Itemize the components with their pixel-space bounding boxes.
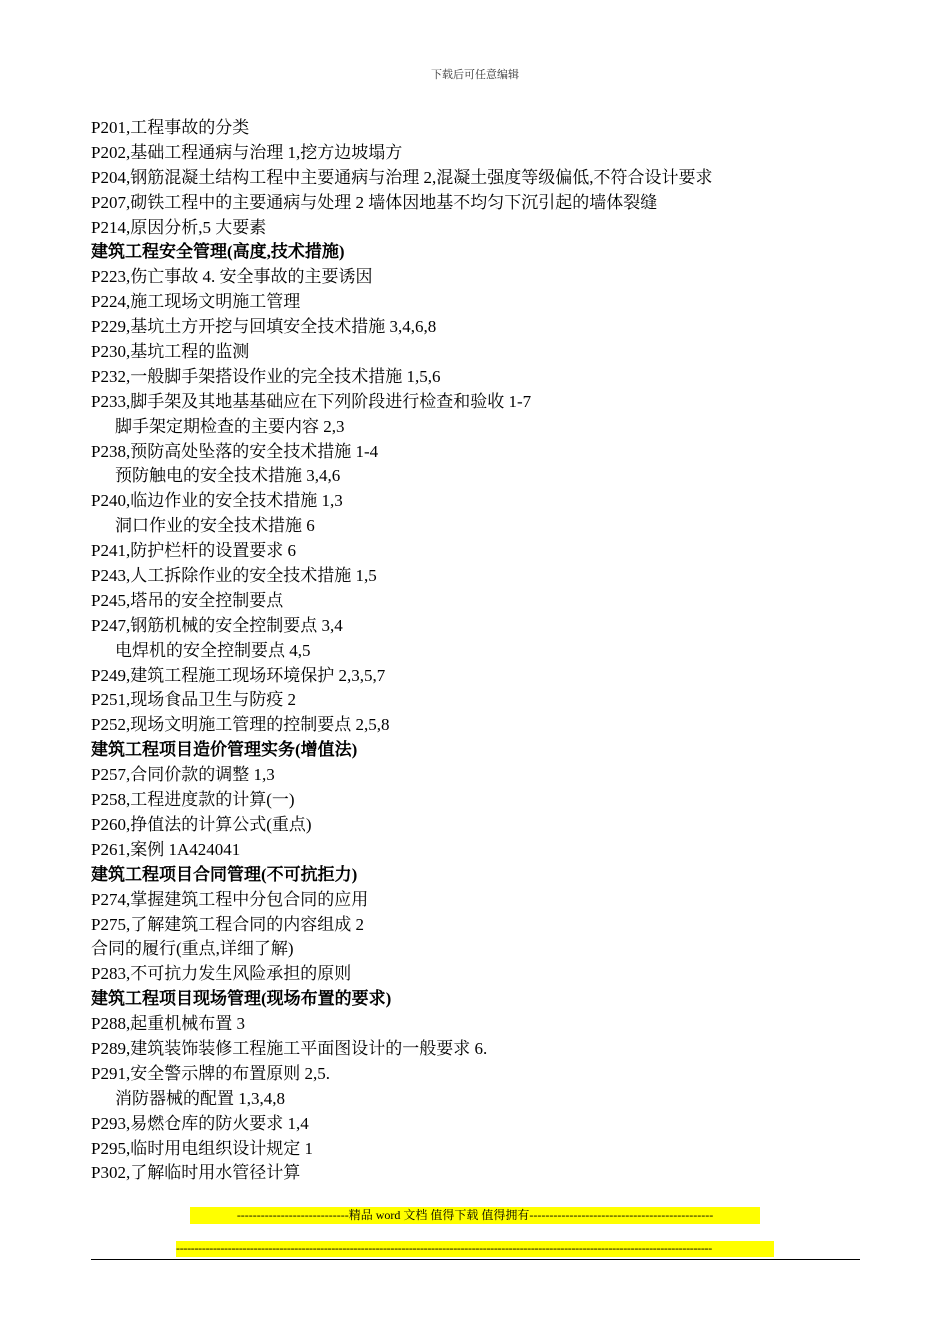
page-header: 下载后可任意编辑 — [431, 69, 519, 81]
text-line: P223,伤亡事故 4. 安全事故的主要诱因 — [91, 267, 373, 287]
text-line: 消防器械的配置 1,3,4,8 — [115, 1088, 285, 1108]
footer-rule — [91, 1259, 860, 1260]
text-line: P224,施工现场文明施工管理 — [91, 292, 301, 312]
text-line: P241,防护栏杆的设置要求 6 — [91, 541, 296, 561]
document-body — [91, 116, 871, 1186]
text-line: 合同的履行(重点,详细了解) — [91, 939, 294, 959]
text-line: P202,基础工程通病与治理 1,挖方边坡塌方 — [91, 142, 403, 162]
text-line: P295,临时用电组织设计规定 1 — [91, 1138, 313, 1158]
text-line: P274,掌握建筑工程中分包合同的应用 — [91, 889, 369, 909]
section-heading: 建筑工程项目现场管理(现场布置的要求) — [91, 989, 392, 1009]
text-line: P207,砌铁工程中的主要通病与处理 2 墙体因地基不均匀下沉引起的墙体裂缝 — [91, 192, 658, 212]
text-line: P302,了解临时用水管径计算 — [91, 1163, 301, 1183]
text-line: P214,原因分析,5 大要素 — [91, 217, 267, 237]
text-line: P260,挣值法的计算公式(重点) — [91, 814, 312, 834]
text-line: 脚手架定期检查的主要内容 2,3 — [115, 416, 345, 436]
text-line: P240,临边作业的安全技术措施 1,3 — [91, 491, 343, 511]
text-line: P293,易燃仓库的防火要求 1,4 — [91, 1113, 309, 1133]
text-line: P275,了解建筑工程合同的内容组成 2 — [91, 914, 364, 934]
text-line: P261,案例 1A424041 — [91, 839, 241, 859]
text-line: P247,钢筋机械的安全控制要点 3,4 — [91, 615, 343, 635]
text-line: 洞口作业的安全技术措施 6 — [115, 516, 315, 536]
section-heading: 建筑工程项目合同管理(不可抗拒力) — [91, 864, 358, 884]
footer-dashes: ------------------------------------------------------------------------------------------------------------------------------------------------- — [176, 1241, 774, 1257]
text-line: P249,建筑工程施工现场环境保护 2,3,5,7 — [91, 665, 386, 685]
text-line: P204,钢筋混凝土结构工程中主要通病与治理 2,混凝土强度等级偏低,不符合设计要求 — [91, 167, 713, 187]
text-line: P291,安全警示牌的布置原则 2,5. — [91, 1063, 330, 1083]
text-line: 预防触电的安全技术措施 3,4,6 — [115, 466, 341, 486]
section-heading: 建筑工程项目造价管理实务(增值法) — [91, 740, 358, 760]
text-line: P258,工程进度款的计算(一) — [91, 790, 295, 810]
section-heading: 建筑工程安全管理(高度,技术措施) — [91, 242, 345, 262]
text-line: P201,工程事故的分类 — [91, 118, 250, 137]
footer-banner: ----------------------------精品 word 文档 值得下载 值得拥有---------------------------------------------- — [190, 1207, 760, 1224]
text-line: P257,合同价款的调整 1,3 — [91, 765, 275, 785]
text-line: P229,基坑土方开挖与回填安全技术措施 3,4,6,8 — [91, 317, 437, 337]
text-line: P283,不可抗力发生风险承担的原则 — [91, 964, 352, 984]
text-line: P252,现场文明施工管理的控制要点 2,5,8 — [91, 715, 390, 735]
text-line: P288,起重机械布置 3 — [91, 1014, 245, 1034]
text-line: P232,一般脚手架搭设作业的完全技术措施 1,5,6 — [91, 366, 441, 386]
text-line: P230,基坑工程的监测 — [91, 342, 250, 362]
text-line: 电焊机的安全控制要点 4,5 — [115, 640, 311, 660]
text-line: P233,脚手架及其地基基础应在下列阶段进行检查和验收 1-7 — [91, 391, 532, 411]
text-line: P238,预防高处坠落的安全技术措施 1-4 — [91, 441, 379, 461]
text-line: P289,建筑装饰装修工程施工平面图设计的一般要求 6. — [91, 1038, 488, 1058]
text-line: P243,人工拆除作业的安全技术措施 1,5 — [91, 566, 377, 586]
text-line: P251,现场食品卫生与防疫 2 — [91, 690, 296, 710]
text-line: P245,塔吊的安全控制要点 — [91, 590, 284, 610]
